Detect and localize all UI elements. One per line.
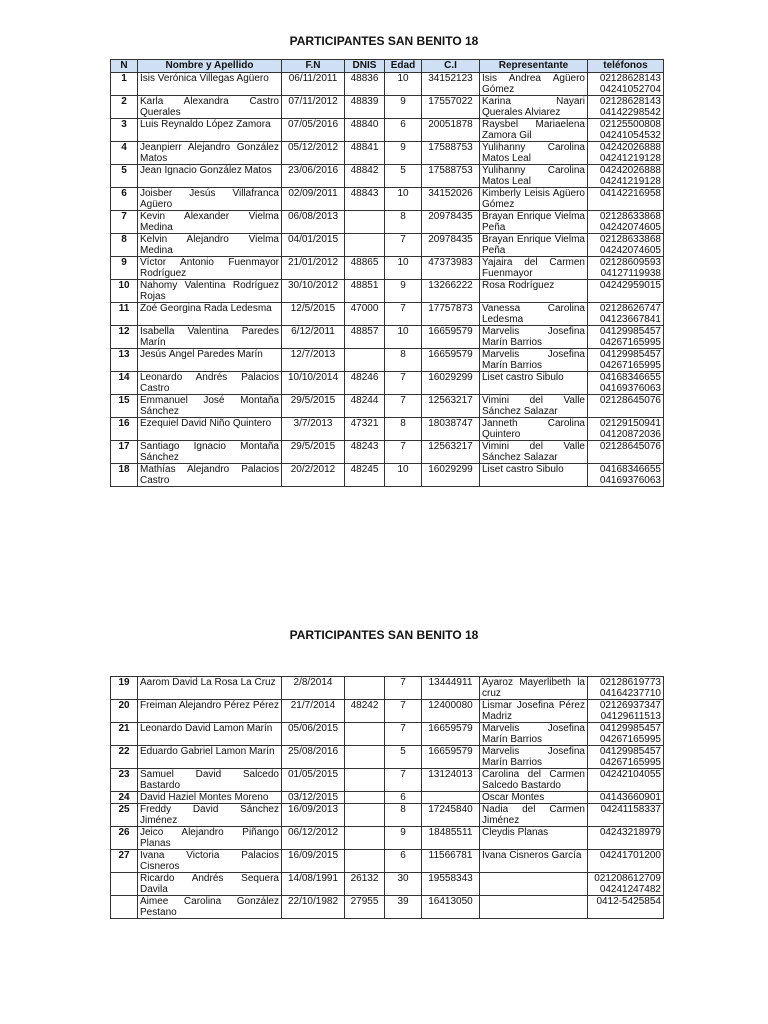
cell-name: Kelvin Alejandro Vielma Medina bbox=[138, 234, 282, 257]
cell-telefonos: 04168346655 04169376063 bbox=[588, 372, 664, 395]
cell-ci: 34152026 bbox=[422, 188, 480, 211]
cell-fn: 21/7/2014 bbox=[282, 700, 345, 723]
cell-representante: Raysbel Mariaelena Zamora Gil bbox=[480, 119, 588, 142]
cell-ci: 34152123 bbox=[422, 73, 480, 96]
cell-telefonos: 02128626747 04123667841 bbox=[588, 303, 664, 326]
table-row bbox=[111, 96, 664, 119]
cell-edad: 7 bbox=[385, 769, 422, 792]
cell-name: Nahomy Valentina Rodríguez Rojas bbox=[138, 280, 282, 303]
cell-n: 14 bbox=[111, 372, 138, 395]
cell-dnis bbox=[345, 827, 385, 850]
cell-fn: 25/08/2016 bbox=[282, 746, 345, 769]
cell-ci: 16659579 bbox=[422, 326, 480, 349]
cell-telefonos: 02128609593 04127119938 bbox=[588, 257, 664, 280]
cell-name: Víctor Antonio Fuenmayor Rodríguez bbox=[138, 257, 282, 280]
cell-edad: 7 bbox=[385, 395, 422, 418]
table-row bbox=[111, 73, 664, 96]
cell-fn: 03/12/2015 bbox=[282, 792, 345, 804]
cell-name: Emmanuel José Montaña Sánchez bbox=[138, 395, 282, 418]
cell-fn: 06/12/2012 bbox=[282, 827, 345, 850]
cell-ci: 20978435 bbox=[422, 211, 480, 234]
cell-representante: Marvelis Josefina Marín Barrios bbox=[480, 349, 588, 372]
cell-telefonos: 04242959015 bbox=[588, 280, 664, 303]
cell-n: 15 bbox=[111, 395, 138, 418]
cell-ci: 16029299 bbox=[422, 464, 480, 487]
cell-edad: 8 bbox=[385, 349, 422, 372]
cell-representante: Ayaroz Mayerlibeth la cruz bbox=[480, 677, 588, 700]
col-header-dnis: DNIS bbox=[345, 60, 385, 73]
cell-representante: Oscar Montes bbox=[480, 792, 588, 804]
cell-n: 18 bbox=[111, 464, 138, 487]
cell-telefonos: 04168346655 04169376063 bbox=[588, 464, 664, 487]
cell-fn: 04/01/2015 bbox=[282, 234, 345, 257]
table-row bbox=[111, 827, 664, 850]
cell-name: Jean Ignacio González Matos bbox=[138, 165, 282, 188]
cell-telefonos: 02128628143 04241052704 bbox=[588, 73, 664, 96]
cell-telefonos: 02128633868 04242074605 bbox=[588, 211, 664, 234]
cell-n: 12 bbox=[111, 326, 138, 349]
cell-telefonos: 04129985457 04267165995 bbox=[588, 349, 664, 372]
cell-telefonos: 04143660901 bbox=[588, 792, 664, 804]
cell-edad: 7 bbox=[385, 303, 422, 326]
cell-name: David Haziel Montes Moreno bbox=[138, 792, 282, 804]
cell-fn: 10/10/2014 bbox=[282, 372, 345, 395]
cell-fn: 02/09/2011 bbox=[282, 188, 345, 211]
cell-name: Joisber Jesús Villafranca Agüero bbox=[138, 188, 282, 211]
cell-name: Santiago Ignacio Montaña Sánchez bbox=[138, 441, 282, 464]
cell-telefonos: 02128633868 04242074605 bbox=[588, 234, 664, 257]
col-header-name: Nombre y Apellido bbox=[138, 60, 282, 73]
cell-fn: 22/10/1982 bbox=[282, 896, 345, 919]
cell-representante: Vanessa Carolina Ledesma bbox=[480, 303, 588, 326]
cell-fn: 16/09/2015 bbox=[282, 850, 345, 873]
col-header-ci: C.I bbox=[422, 60, 480, 73]
cell-edad: 6 bbox=[385, 850, 422, 873]
cell-n: 16 bbox=[111, 418, 138, 441]
cell-representante: Yulihanny Carolina Matos Leal bbox=[480, 165, 588, 188]
cell-n: 13 bbox=[111, 349, 138, 372]
cell-n bbox=[111, 896, 138, 919]
cell-name: Zoé Georgina Rada Ledesma bbox=[138, 303, 282, 326]
cell-n: 3 bbox=[111, 119, 138, 142]
cell-ci: 17588753 bbox=[422, 142, 480, 165]
cell-name: Aimee Carolina González Pestano bbox=[138, 896, 282, 919]
cell-representante: Brayan Enrique Vielma Peña bbox=[480, 234, 588, 257]
cell-dnis bbox=[345, 769, 385, 792]
cell-telefonos: 04242026888 04241219128 bbox=[588, 142, 664, 165]
page-title-2: PARTICIPANTES SAN BENITO 18 bbox=[289, 628, 479, 642]
cell-name: Freiman Alejandro Pérez Pérez bbox=[138, 700, 282, 723]
cell-representante: Carolina del Carmen Salcedo Bastardo bbox=[480, 769, 588, 792]
cell-dnis: 48841 bbox=[345, 142, 385, 165]
cell-ci: 12563217 bbox=[422, 395, 480, 418]
page-title: PARTICIPANTES SAN BENITO 18 bbox=[289, 34, 479, 48]
cell-dnis bbox=[345, 804, 385, 827]
cell-representante: Marvelis Josefina Marín Barrios bbox=[480, 723, 588, 746]
cell-n: 4 bbox=[111, 142, 138, 165]
cell-dnis: 48245 bbox=[345, 464, 385, 487]
cell-n: 1 bbox=[111, 73, 138, 96]
cell-ci: 11566781 bbox=[422, 850, 480, 873]
cell-dnis: 48851 bbox=[345, 280, 385, 303]
cell-edad: 7 bbox=[385, 677, 422, 700]
cell-representante: Nadia del Carmen Jiménez bbox=[480, 804, 588, 827]
cell-telefonos: 04242026888 04241219128 bbox=[588, 165, 664, 188]
cell-telefonos: 02128628143 04142298542 bbox=[588, 96, 664, 119]
cell-name: Eduardo Gabriel Lamon Marín bbox=[138, 746, 282, 769]
cell-n: 25 bbox=[111, 804, 138, 827]
cell-edad: 5 bbox=[385, 165, 422, 188]
table-row bbox=[111, 700, 664, 723]
cell-representante: Vimini del Valle Sánchez Salazar bbox=[480, 395, 588, 418]
cell-ci: 16659579 bbox=[422, 746, 480, 769]
cell-representante: Vimini del Valle Sánchez Salazar bbox=[480, 441, 588, 464]
cell-representante: Marvelis Josefina Marín Barrios bbox=[480, 746, 588, 769]
table-row bbox=[111, 142, 664, 165]
cell-telefonos: 02128645076 bbox=[588, 395, 664, 418]
cell-dnis: 26132 bbox=[345, 873, 385, 896]
cell-edad: 8 bbox=[385, 804, 422, 827]
table-row bbox=[111, 769, 664, 792]
cell-fn: 06/11/2011 bbox=[282, 73, 345, 96]
cell-dnis: 48839 bbox=[345, 96, 385, 119]
table-row bbox=[111, 677, 664, 700]
cell-ci: 13444911 bbox=[422, 677, 480, 700]
cell-representante: Yajaira del Carmen Fuenmayor bbox=[480, 257, 588, 280]
cell-edad: 6 bbox=[385, 119, 422, 142]
cell-edad: 10 bbox=[385, 464, 422, 487]
cell-ci: 17588753 bbox=[422, 165, 480, 188]
cell-ci: 16029299 bbox=[422, 372, 480, 395]
cell-fn: 05/12/2012 bbox=[282, 142, 345, 165]
cell-representante: Liset castro Sibulo bbox=[480, 464, 588, 487]
cell-edad: 6 bbox=[385, 792, 422, 804]
cell-fn: 07/05/2016 bbox=[282, 119, 345, 142]
table-row bbox=[111, 804, 664, 827]
cell-fn: 12/5/2015 bbox=[282, 303, 345, 326]
cell-edad: 8 bbox=[385, 211, 422, 234]
cell-dnis: 48242 bbox=[345, 700, 385, 723]
cell-representante: Brayan Enrique Vielma Peña bbox=[480, 211, 588, 234]
cell-edad: 5 bbox=[385, 746, 422, 769]
cell-edad: 10 bbox=[385, 326, 422, 349]
col-header-edad: Edad bbox=[385, 60, 422, 73]
cell-fn: 29/5/2015 bbox=[282, 441, 345, 464]
table-row bbox=[111, 723, 664, 746]
table-row bbox=[111, 280, 664, 303]
cell-n: 5 bbox=[111, 165, 138, 188]
cell-ci: 16659579 bbox=[422, 349, 480, 372]
cell-n: 19 bbox=[111, 677, 138, 700]
cell-dnis: 48842 bbox=[345, 165, 385, 188]
cell-fn: 30/10/2012 bbox=[282, 280, 345, 303]
cell-n: 10 bbox=[111, 280, 138, 303]
cell-fn: 01/05/2015 bbox=[282, 769, 345, 792]
cell-edad: 30 bbox=[385, 873, 422, 896]
cell-dnis: 47321 bbox=[345, 418, 385, 441]
header-row bbox=[111, 60, 664, 73]
cell-dnis bbox=[345, 349, 385, 372]
cell-representante: Karina Nayari Querales Alviarez bbox=[480, 96, 588, 119]
cell-telefonos: 04243218979 bbox=[588, 827, 664, 850]
cell-name: Leonardo Andrés Palacios Castro bbox=[138, 372, 282, 395]
cell-ci: 20978435 bbox=[422, 234, 480, 257]
table-row bbox=[111, 349, 664, 372]
cell-ci: 20051878 bbox=[422, 119, 480, 142]
cell-n bbox=[111, 873, 138, 896]
cell-fn: 06/08/2013 bbox=[282, 211, 345, 234]
cell-telefonos: 02125500808 04241054532 bbox=[588, 119, 664, 142]
cell-n: 6 bbox=[111, 188, 138, 211]
cell-dnis: 48244 bbox=[345, 395, 385, 418]
table-row bbox=[111, 441, 664, 464]
cell-edad: 7 bbox=[385, 234, 422, 257]
cell-ci: 17757873 bbox=[422, 303, 480, 326]
cell-dnis: 48840 bbox=[345, 119, 385, 142]
cell-n: 9 bbox=[111, 257, 138, 280]
cell-n: 8 bbox=[111, 234, 138, 257]
cell-n: 26 bbox=[111, 827, 138, 850]
cell-fn: 05/06/2015 bbox=[282, 723, 345, 746]
cell-edad: 10 bbox=[385, 257, 422, 280]
cell-ci: 19558343 bbox=[422, 873, 480, 896]
cell-fn: 23/06/2016 bbox=[282, 165, 345, 188]
cell-n: 21 bbox=[111, 723, 138, 746]
table-row bbox=[111, 746, 664, 769]
cell-telefonos: 02126937347 04129611513 bbox=[588, 700, 664, 723]
table-row bbox=[111, 850, 664, 873]
cell-representante: Kimberly Leisis Agüero Gómez bbox=[480, 188, 588, 211]
participants-table-1 bbox=[110, 59, 664, 487]
cell-ci: 18038747 bbox=[422, 418, 480, 441]
cell-name: Jeanpierr Alejandro González Matos bbox=[138, 142, 282, 165]
cell-fn: 14/08/1991 bbox=[282, 873, 345, 896]
cell-fn: 12/7/2013 bbox=[282, 349, 345, 372]
table-row bbox=[111, 896, 664, 919]
cell-name: Luis Reynaldo López Zamora bbox=[138, 119, 282, 142]
cell-edad: 9 bbox=[385, 280, 422, 303]
cell-ci: 13124013 bbox=[422, 769, 480, 792]
table-row bbox=[111, 119, 664, 142]
cell-dnis: 48857 bbox=[345, 326, 385, 349]
cell-representante: Liset castro Sibulo bbox=[480, 372, 588, 395]
cell-edad: 9 bbox=[385, 827, 422, 850]
cell-dnis bbox=[345, 677, 385, 700]
cell-n: 11 bbox=[111, 303, 138, 326]
cell-telefonos: 04129985457 04267165995 bbox=[588, 723, 664, 746]
cell-telefonos: 02129150941 04120872036 bbox=[588, 418, 664, 441]
table-row bbox=[111, 234, 664, 257]
cell-fn: 3/7/2013 bbox=[282, 418, 345, 441]
cell-edad: 39 bbox=[385, 896, 422, 919]
cell-edad: 9 bbox=[385, 96, 422, 119]
cell-representante: Ivana Cisneros García bbox=[480, 850, 588, 873]
cell-fn: 07/11/2012 bbox=[282, 96, 345, 119]
cell-representante: Yulihanny Carolina Matos Leal bbox=[480, 142, 588, 165]
table-row bbox=[111, 792, 664, 804]
cell-representante: Janneth Carolina Quintero bbox=[480, 418, 588, 441]
cell-name: Isis Verónica Villegas Agüero bbox=[138, 73, 282, 96]
cell-telefonos: 02128619773 04164237710 bbox=[588, 677, 664, 700]
cell-fn: 21/01/2012 bbox=[282, 257, 345, 280]
cell-edad: 9 bbox=[385, 142, 422, 165]
cell-edad: 7 bbox=[385, 723, 422, 746]
cell-telefonos: 04129985457 04267165995 bbox=[588, 326, 664, 349]
cell-dnis: 48843 bbox=[345, 188, 385, 211]
cell-name: Aarom David La Rosa La Cruz bbox=[138, 677, 282, 700]
cell-n: 27 bbox=[111, 850, 138, 873]
cell-dnis bbox=[345, 234, 385, 257]
cell-ci: 16659579 bbox=[422, 723, 480, 746]
cell-telefonos: 0412-5425854 bbox=[588, 896, 664, 919]
table-row bbox=[111, 873, 664, 896]
table-row bbox=[111, 165, 664, 188]
table-row bbox=[111, 372, 664, 395]
col-header-representante: Representante bbox=[480, 60, 588, 73]
cell-representante: Isis Andrea Agüero Gómez bbox=[480, 73, 588, 96]
cell-dnis bbox=[345, 850, 385, 873]
cell-n: 20 bbox=[111, 700, 138, 723]
table-row bbox=[111, 418, 664, 441]
cell-edad: 10 bbox=[385, 73, 422, 96]
table-row bbox=[111, 464, 664, 487]
cell-telefonos: 04242104055 bbox=[588, 769, 664, 792]
cell-dnis: 48243 bbox=[345, 441, 385, 464]
cell-ci: 13266222 bbox=[422, 280, 480, 303]
cell-dnis: 48865 bbox=[345, 257, 385, 280]
col-header-n: N bbox=[111, 60, 138, 73]
cell-telefonos: 02128645076 bbox=[588, 441, 664, 464]
cell-name: Ivana Victoria Palacios Cisneros bbox=[138, 850, 282, 873]
cell-telefonos: 04129985457 04267165995 bbox=[588, 746, 664, 769]
table-row bbox=[111, 257, 664, 280]
col-header-telefonos: teléfonos bbox=[588, 60, 664, 73]
cell-name: Jesús Ángel Paredes Marín bbox=[138, 349, 282, 372]
cell-representante: Rosa Rodríguez bbox=[480, 280, 588, 303]
table-row bbox=[111, 395, 664, 418]
cell-fn: 2/8/2014 bbox=[282, 677, 345, 700]
cell-n: 23 bbox=[111, 769, 138, 792]
cell-representante: Marvelis Josefina Marín Barrios bbox=[480, 326, 588, 349]
cell-fn: 20/2/2012 bbox=[282, 464, 345, 487]
cell-name: Mathías Alejandro Palacios Castro bbox=[138, 464, 282, 487]
cell-telefonos: 021208612709 04241247482 bbox=[588, 873, 664, 896]
cell-dnis: 48246 bbox=[345, 372, 385, 395]
cell-name: Jeico Alejandro Piñango Planas bbox=[138, 827, 282, 850]
cell-name: Samuel David Salcedo Bastardo bbox=[138, 769, 282, 792]
cell-ci: 16413050 bbox=[422, 896, 480, 919]
cell-representante bbox=[480, 896, 588, 919]
cell-representante bbox=[480, 873, 588, 896]
cell-edad: 7 bbox=[385, 372, 422, 395]
cell-n: 7 bbox=[111, 211, 138, 234]
cell-name: Kevin Alexander Vielma Medina bbox=[138, 211, 282, 234]
cell-telefonos: 04142216958 bbox=[588, 188, 664, 211]
col-header-fn: F.N bbox=[282, 60, 345, 73]
cell-dnis: 27955 bbox=[345, 896, 385, 919]
table-row bbox=[111, 211, 664, 234]
cell-telefonos: 04241158337 bbox=[588, 804, 664, 827]
cell-fn: 16/09/2013 bbox=[282, 804, 345, 827]
cell-name: Karla Alexandra Castro Querales bbox=[138, 96, 282, 119]
cell-dnis bbox=[345, 723, 385, 746]
cell-ci: 12400080 bbox=[422, 700, 480, 723]
cell-name: Ezequiel David Niño Quintero bbox=[138, 418, 282, 441]
cell-edad: 10 bbox=[385, 188, 422, 211]
cell-name: Isabella Valentina Paredes Marín bbox=[138, 326, 282, 349]
cell-ci: 17245840 bbox=[422, 804, 480, 827]
cell-dnis bbox=[345, 211, 385, 234]
cell-representante: Cleydis Planas bbox=[480, 827, 588, 850]
cell-ci: 17557022 bbox=[422, 96, 480, 119]
cell-dnis: 48836 bbox=[345, 73, 385, 96]
cell-ci: 18485511 bbox=[422, 827, 480, 850]
table-row bbox=[111, 303, 664, 326]
cell-edad: 7 bbox=[385, 700, 422, 723]
cell-n: 24 bbox=[111, 792, 138, 804]
cell-ci: 12563217 bbox=[422, 441, 480, 464]
cell-dnis: 47000 bbox=[345, 303, 385, 326]
cell-representante: Lismar Josefina Pérez Madriz bbox=[480, 700, 588, 723]
cell-name: Freddy David Sánchez Jiménez bbox=[138, 804, 282, 827]
cell-n: 22 bbox=[111, 746, 138, 769]
participants-table-2 bbox=[110, 676, 664, 919]
cell-ci: 47373983 bbox=[422, 257, 480, 280]
cell-name: Leonardo David Lamon Marín bbox=[138, 723, 282, 746]
cell-name: Ricardo Andrés Sequera Davila bbox=[138, 873, 282, 896]
cell-dnis bbox=[345, 746, 385, 769]
cell-edad: 7 bbox=[385, 441, 422, 464]
table-row bbox=[111, 326, 664, 349]
cell-ci bbox=[422, 792, 480, 804]
cell-telefonos: 04241701200 bbox=[588, 850, 664, 873]
table-row bbox=[111, 188, 664, 211]
cell-edad: 8 bbox=[385, 418, 422, 441]
cell-dnis bbox=[345, 792, 385, 804]
cell-fn: 6/12/2011 bbox=[282, 326, 345, 349]
cell-n: 2 bbox=[111, 96, 138, 119]
cell-n: 17 bbox=[111, 441, 138, 464]
cell-fn: 29/5/2015 bbox=[282, 395, 345, 418]
